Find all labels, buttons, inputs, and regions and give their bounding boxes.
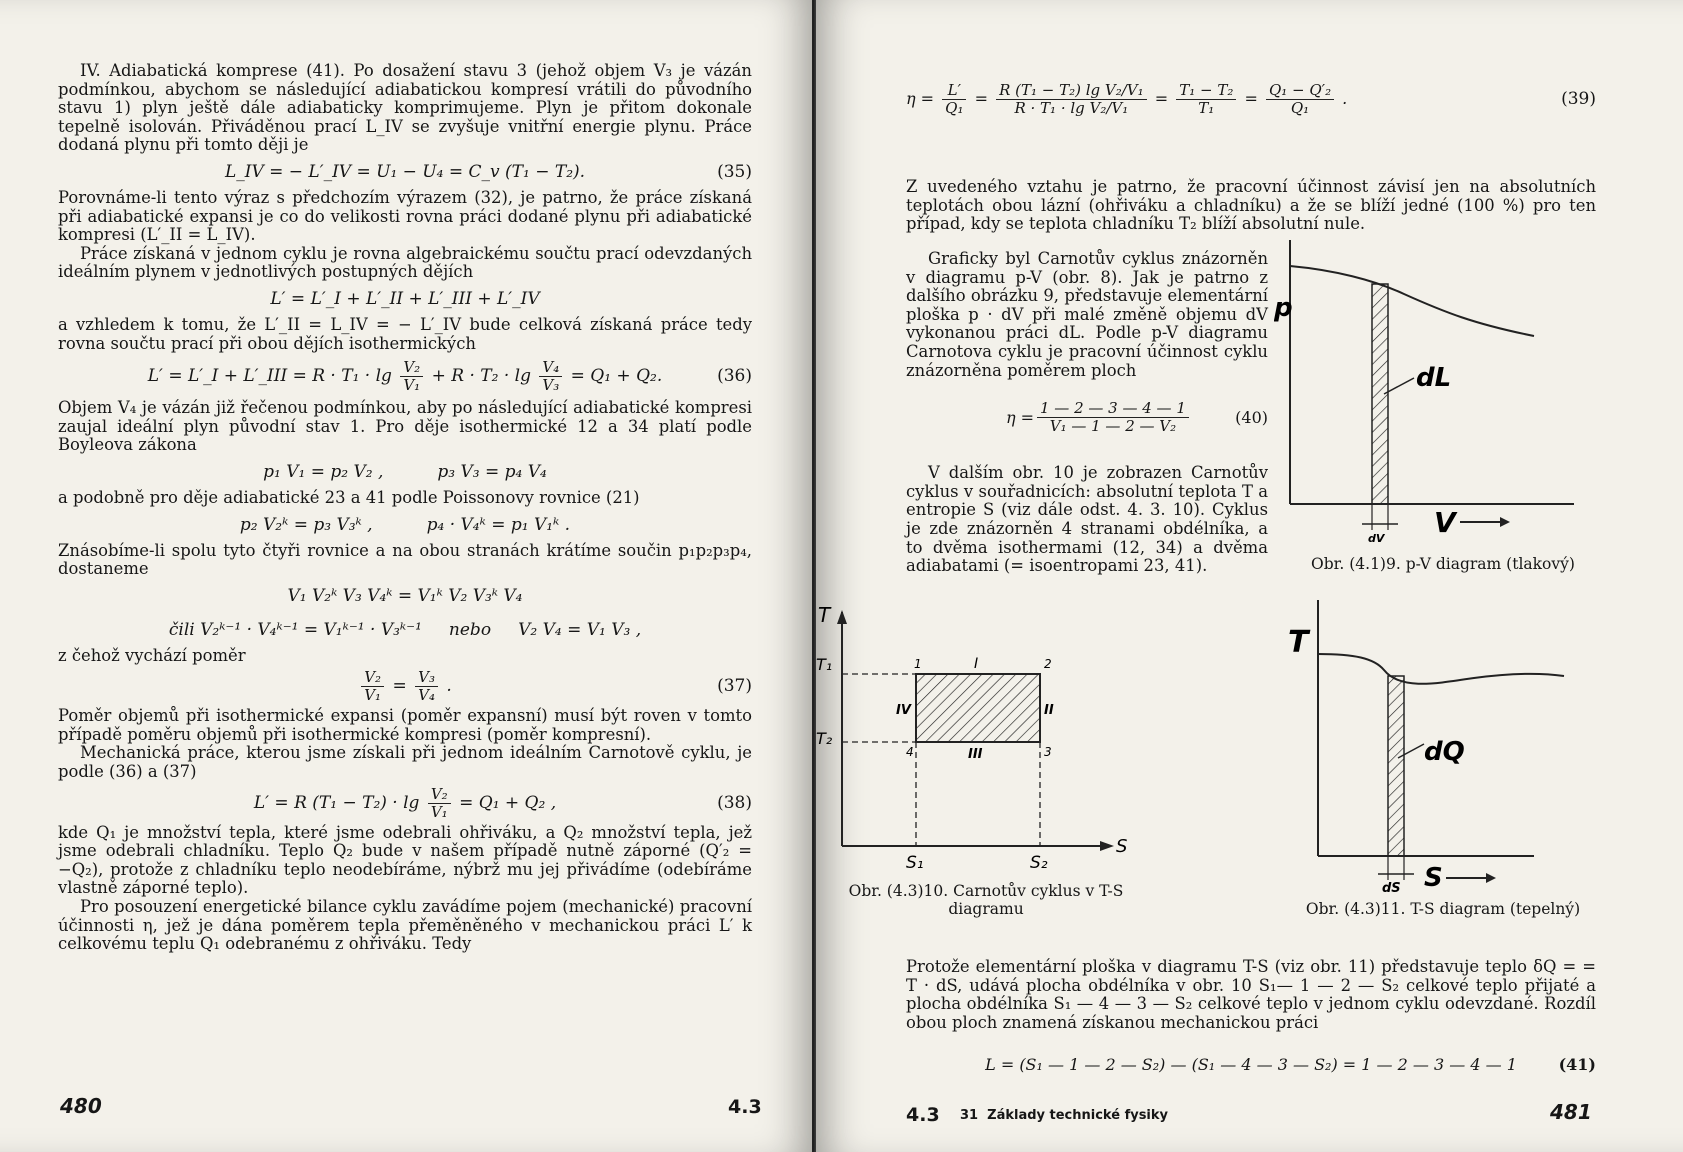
- equation-body: L_IV = − L′_IV = U₁ − U₄ = C_v (T₁ − T₂).: [224, 161, 586, 182]
- section-number: 4.3: [906, 1104, 940, 1126]
- figure-10-caption: Obr. (4.3)10. Carnotův cyklus v T-S diagramu: [848, 882, 1124, 918]
- side-iii: III: [968, 747, 983, 762]
- pressure-curve: [1290, 266, 1534, 336]
- paragraph: a vzhledem k tomu, že L′_II = L_IV = − L′_IV bude celková získaná práce tedy rovna součtu prací při obou dějích isothermických: [58, 314, 752, 353]
- paragraph: a podobně pro děje adiabatické 23 a 41 podle Poissonovy rovnice (21): [58, 487, 640, 507]
- arrowhead: [1500, 517, 1510, 527]
- s-label: S: [1424, 863, 1443, 893]
- fraction: [361, 669, 384, 704]
- paragraph: Poměr objemů při isothermické expansi (poměr expansní) musí být roven v tomto případě poměru objemů při isothermické kompresi (poměr kompresní).: [58, 706, 752, 744]
- paragraph: Pro posouzení energetické bilance cyklu zavádíme pojem (mechanické) pracovní účinnosti η, jež je dána poměrem tepla přeměněného v mechanickou práci L′ k celkovému teplu Q₁ odebranému z ohřiváku. Tedy: [58, 897, 752, 954]
- paragraph: Mechanická práce, kterou jsme získali při jednom ideálním Carnotově cyklu, je podle (36) a (37): [58, 743, 752, 782]
- paragraph: Objem V₄ je vázán již řečenou podmínkou, aby po následující adiabatické kompresi zaujal ideální plyn původní stav 1. Pro děje isothermické 12 a 34 platí podle Boyleova zákona: [58, 398, 752, 455]
- equation-body: L′ = L′_I + L′_II + L′_III + L′_IV: [270, 288, 540, 309]
- equation-number: (37): [717, 676, 752, 697]
- paragraph: z čehož vychází poměr: [58, 645, 246, 665]
- element-strip: [1372, 284, 1388, 504]
- numerator: V₃: [415, 669, 438, 687]
- paragraph: kde Q₁ je množství tepla, které jsme odebrali ohřiváku, a Q₂ množství tepla, jež jsme odebrali chladníku. Teplo Q₂ bude v našem případě nutně záporné (Q′₂ = −Q₂), protože z chladníku teplo neodebíráme, nýbrž mu jej přivádíme (odebíráme vlastně záporné teplo).: [58, 822, 752, 898]
- paragraph: V dalším obr. 10 je zobrazen Carnotův cyklus v souřadnicích: absolutní teplota T a entropie S (viz dále odst. 4. 3. 10). Cyklus je zde znázorněn 4 stranami obdélníka, a to dvěma isothermami (12, 34) a dvěma adiabatami (= isoentropami 23, 41).: [906, 463, 1268, 576]
- side-ii: II: [1044, 703, 1054, 718]
- right-page: [816, 0, 1683, 1152]
- fraction: [1037, 400, 1189, 435]
- t-label: T: [818, 603, 831, 627]
- numerator: V₄: [539, 359, 562, 377]
- fraction: [996, 82, 1147, 117]
- t-label: T: [1288, 625, 1309, 660]
- fraction: [1266, 82, 1334, 117]
- numerator: L′: [942, 82, 966, 100]
- equation-number: (39): [1561, 89, 1596, 109]
- corner-2: 2: [1044, 657, 1052, 671]
- equation-poisson: [58, 508, 752, 542]
- paragraph: Graficky byl Carnotův cyklus znázorněn v diagramu p-V (obr. 8). Jak je patrno z dalšího obrázku 9, představuje elementární ploška p · dV při malé změně objemu dV vykonanou práci dL. Podle p-V diagramu Carnotova cyklu je pracovní účinnost cyklu znázorněna poměrem ploch: [906, 249, 1268, 380]
- t2-label: T₂: [816, 729, 833, 748]
- s-label: S: [1116, 836, 1128, 857]
- denominator: T₁: [1198, 99, 1215, 117]
- figure-9-pv-diagram: [1274, 236, 1604, 576]
- left-text-column: [58, 62, 752, 954]
- equation-part: = Q₁ + Q₂ ,: [459, 792, 557, 813]
- arrowhead: [1100, 841, 1114, 851]
- denominator: Q₁: [1290, 99, 1310, 117]
- equation-body: p₂ V₂ᵏ = p₃ V₃ᵏ , p₄ · V₄ᵏ = p₁ V₁ᵏ .: [239, 514, 571, 535]
- fraction: [428, 786, 451, 821]
- denominator: Q₁: [945, 99, 964, 117]
- fraction: [942, 82, 966, 117]
- ds-label: dS: [1382, 881, 1401, 894]
- cycle-rectangle: [916, 674, 1040, 742]
- equation-number: (35): [717, 161, 752, 182]
- page-number: 481: [1550, 1100, 1592, 1124]
- fraction: [1176, 82, 1236, 117]
- equation-part: + R · T₂ · lg: [431, 366, 531, 387]
- equation-part: = Q₁ + Q₂.: [570, 366, 663, 387]
- side-i: I: [974, 656, 979, 672]
- equation-41: [906, 1052, 1596, 1078]
- equation-body: V₁ V₂ᵏ V₃ V₄ᵏ = V₁ᵏ V₂ V₃ᵏ V₄: [287, 585, 523, 606]
- t1-label: T₁: [816, 655, 833, 674]
- equation-part: L′ = L′_I + L′_III = R · T₁ · lg: [147, 366, 392, 387]
- numerator: 1 — 2 — 3 — 4 — 1: [1037, 400, 1189, 418]
- figure-9-caption: Obr. (4.1)9. p-V diagram (tlakový): [1311, 555, 1575, 573]
- p-label: p: [1274, 293, 1293, 323]
- paragraph: IV. Adiabatická komprese (41). Po dosažení stavu 3 (jehož objem V₃ je vázán podmínkou, abychom se následující adiabatickou kompresí vrátili do původního stavu 1) plyn ještě dále adiabaticky komprimujeme. Plyn je přitom dokonale tepelně isolován. Přiváděnou prací L_IV se zvyšuje vnitřní energie plynu. Práce dodaná plynu při tomto ději je: [58, 61, 752, 155]
- figure-10-ts-cycle: [816, 602, 1156, 872]
- equation-35: [58, 155, 752, 189]
- numerator: R (T₁ − T₂) lg V₂/V₁: [996, 82, 1147, 100]
- section-number: 4.3: [728, 1096, 762, 1118]
- denominator: R · T₁ · lg V₂/V₁: [1014, 99, 1129, 117]
- corner-3: 3: [1044, 745, 1052, 759]
- equation-body: čili V₂ᵏ⁻¹ · V₄ᵏ⁻¹ = V₁ᵏ⁻¹ · V₃ᵏ⁻¹ nebo V₂ V₄ = V₁ V₃ ,: [168, 619, 642, 640]
- side-iv: IV: [896, 703, 911, 718]
- equation-multiplied: [58, 579, 752, 613]
- fraction: [539, 359, 562, 394]
- equation-number: (36): [717, 366, 752, 387]
- denominator: V₁: [403, 376, 421, 395]
- page-number: 480: [60, 1094, 102, 1118]
- left-page: [0, 0, 812, 1152]
- equation-37: $\frac{\text{V₂}}{\text{V₁}}$ = $\frac{\text{V₃}}{\text{V₄}}$ . (37): [58, 665, 752, 707]
- numerator: T₁ − T₂: [1176, 82, 1236, 100]
- s1-label: S₁: [906, 853, 924, 872]
- equation-part: L′ = R (T₁ − T₂) · lg: [253, 792, 420, 813]
- corner-4: 4: [906, 745, 914, 759]
- fraction: [415, 669, 438, 704]
- equation-cili: [58, 613, 752, 647]
- paragraph: Protože elementární ploška v diagramu T-S (viz obr. 11) představuje teplo δQ = = T · dS, udává plocha obdélníka v obr. 10 S₁— 1 — 2 — S₂ celkové teplo přijaté a plocha obdélníka S₁ — 4 — 3 — S₂ celkové teplo v jednom cyklu odevzdané. Rozdíl obou ploch znamená získanou mechanickou práci: [906, 957, 1596, 1032]
- figure-11-caption: Obr. (4.3)11. T-S diagram (tepelný): [1305, 900, 1581, 918]
- equation-39: η = $\frac{L'}{\text{Q₁}}$ = $\frac{\text{R (T₁ − T₂) lg V₂/V₁}}{\text{R · T₁ · lg V₂/V₁}}$ = $\frac{\text{T₁ − T₂}}{\text{T₁}}$ = $\frac{\text{Q₁ − Q′₂}}{\text{Q₁}}$ . (39): [906, 64, 1596, 134]
- numerator: V₂: [400, 359, 423, 377]
- dq-label: dQ: [1424, 737, 1465, 767]
- element-strip: [1388, 676, 1404, 856]
- equation-number: (38): [717, 792, 752, 813]
- paragraph: Porovnáme-li tento výraz s předchozím výrazem (32), je patrno, že práce získaná při adiabatické expansi je co do velikosti rovna práci dodané plynu při adiabatické kompresi (L′_II = L_IV).: [58, 187, 752, 245]
- s2-label: S₂: [1030, 853, 1048, 872]
- book-title: 31 Základy technické fysiky: [960, 1108, 1169, 1123]
- right-narrow-column: [906, 250, 1268, 576]
- equation-work-sum: [58, 282, 752, 316]
- numerator: V₂: [361, 669, 384, 687]
- equation-40: [906, 390, 1268, 450]
- denominator: V₄: [418, 686, 435, 705]
- v-label: V: [1434, 506, 1456, 539]
- equation-number: (41): [1558, 1055, 1596, 1074]
- equation-boyle: [58, 455, 752, 489]
- denominator: V₁ — 1 — 2 — V₂: [1049, 417, 1177, 436]
- dv-label: dV: [1368, 532, 1385, 545]
- corner-1: 1: [914, 657, 922, 671]
- equation-body: L = (S₁ — 1 — 2 — S₂) — (S₁ — 4 — 3 — S₂) = 1 — 2 — 3 — 4 — 1: [985, 1055, 1517, 1074]
- equation-body: p₁ V₁ = p₂ V₂ , p₃ V₃ = p₄ V₄: [263, 461, 547, 482]
- denominator: V₁: [364, 686, 382, 705]
- fraction: [400, 359, 423, 394]
- paragraph: Z uvedeného vztahu je patrno, že pracovní účinnost závisí jen na absolutních teplotách obou lázní (ohřiváku a chladníku) a že se blíží jedné (100 %) pro ten případ, kdy se teplota chladníku T₂ blíží absolutní nule.: [906, 177, 1596, 234]
- denominator: V₃: [542, 376, 560, 395]
- paragraph: Práce získaná v jednom cyklu je rovna algebraickému součtu prací odevzdaných ideálním plynem v jednotlivých postupných dějích: [58, 243, 752, 282]
- equation-38: [58, 782, 752, 824]
- eta-symbol: η =: [1006, 408, 1035, 428]
- eta-symbol: η =: [906, 89, 935, 108]
- paragraph: Znásobíme-li spolu tyto čtyři rovnice a na obou stranách krátíme součin p₁p₂p₃p₄, dostaneme: [58, 540, 752, 579]
- equation-36: [58, 353, 752, 399]
- numerator: V₂: [428, 786, 451, 804]
- equation-number: (40): [1235, 408, 1268, 428]
- temperature-curve: [1318, 654, 1564, 684]
- arrowhead: [837, 610, 847, 624]
- dl-label: dL: [1416, 363, 1452, 393]
- numerator: Q₁ − Q′₂: [1266, 82, 1334, 100]
- denominator: V₁: [430, 802, 448, 821]
- arrowhead: [1486, 873, 1496, 883]
- figure-11-ts-diagram: [1274, 594, 1604, 894]
